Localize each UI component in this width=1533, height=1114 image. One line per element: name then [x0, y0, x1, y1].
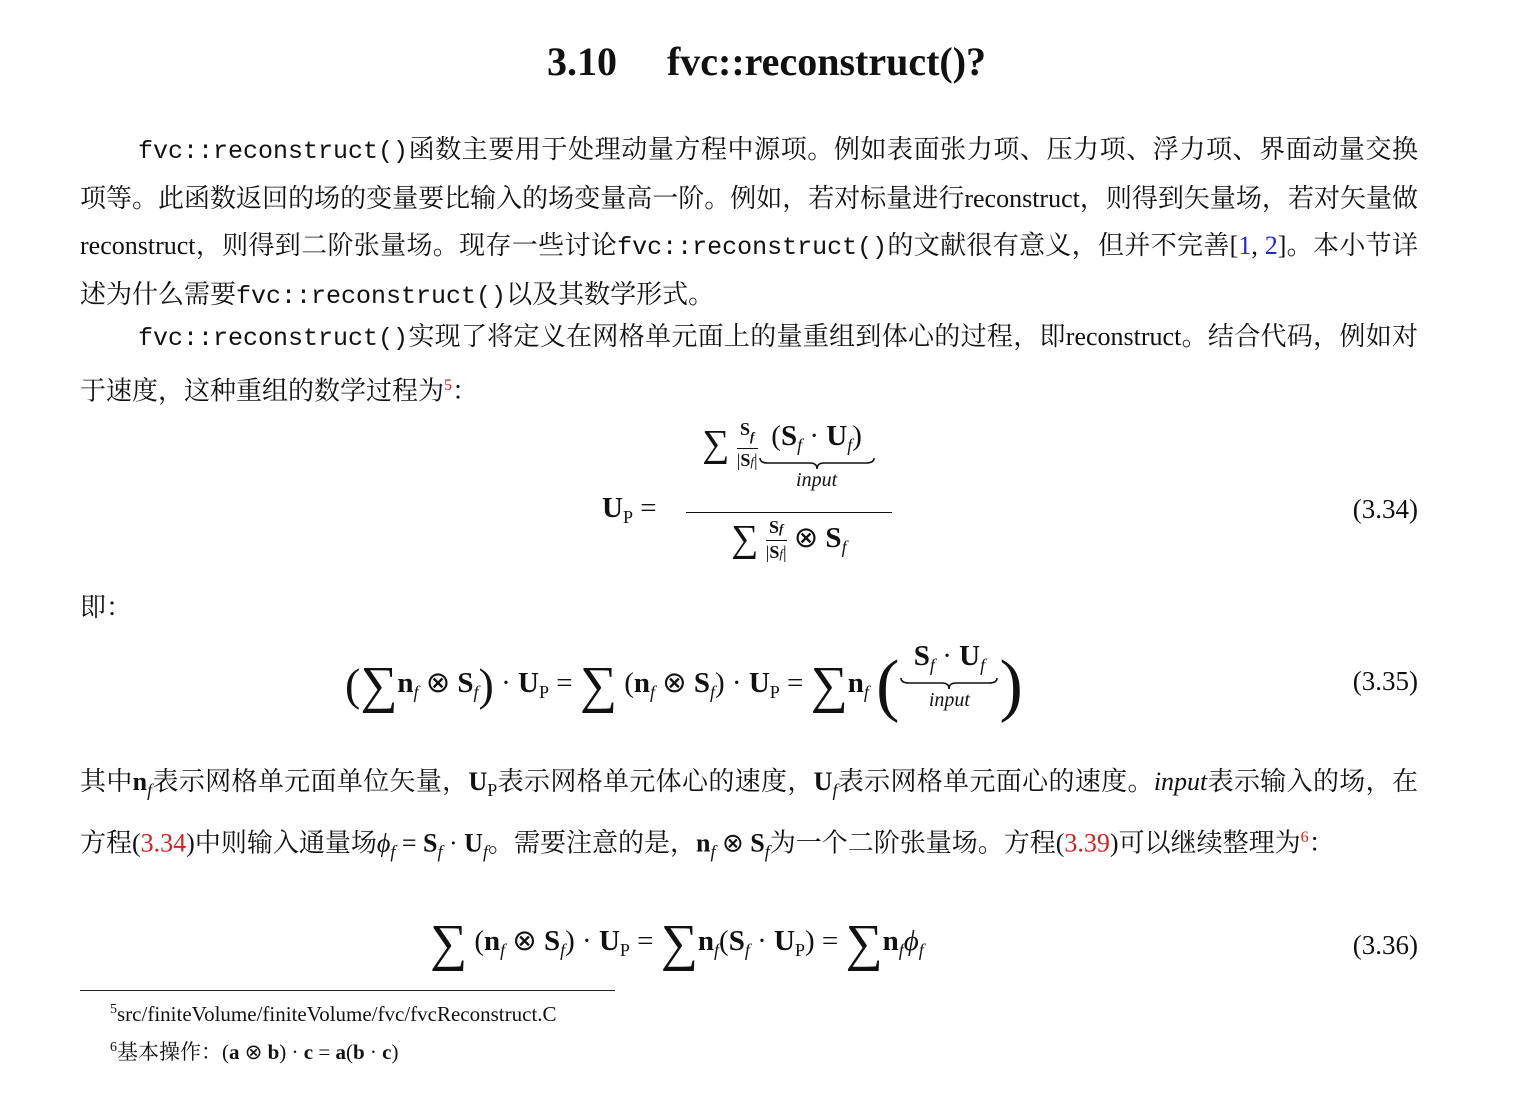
footnote-5 [110, 1002, 557, 1027]
inline-code: fvc::reconstruct() [236, 282, 507, 311]
paragraph-text: ： [1308, 828, 1335, 858]
section-number: 3.10 [546, 39, 617, 84]
paragraph-text: 表示网格单元面单位矢量， [152, 767, 469, 796]
footnote-marker[interactable]: 6 [1300, 829, 1309, 846]
paragraph-text: 实现了将定义在网格单元面上的量重组到体心的过程，即reconstruct。结合代码，例如对于速度，这种重组的数学过程为 [80, 322, 1418, 406]
footnote-6 [110, 1036, 398, 1066]
equation-3-35 [0, 620, 1533, 750]
equation-ref-link[interactable]: 3.34 [140, 828, 187, 858]
paragraph-1 [80, 126, 1418, 320]
equation-number: (3.34) [1352, 494, 1418, 524]
footnote-math: (a ⊗ b) · c = a(b · c) [222, 1040, 399, 1064]
footnote-text: 基本操作： [117, 1040, 222, 1064]
paragraph-text: ]。本小节详述为什么需要 [80, 231, 1418, 309]
equation-3-36 [0, 915, 1533, 978]
footnote-text: src/finiteVolume/finiteVolume/fvc/fvcReconstruct.C [117, 1002, 557, 1026]
paragraph-text: 的文献很有意义，但并不完善[ [887, 231, 1239, 260]
citation-link[interactable]: 1 [1238, 231, 1252, 260]
footnote-number: 5 [110, 1002, 117, 1017]
paragraph-text: , [1251, 231, 1265, 260]
paragraph-text: 表示网格单元面心的速度。 [837, 767, 1154, 796]
equation-number: (3.35) [1352, 666, 1418, 696]
inline-code: fvc::reconstruct() [617, 233, 888, 262]
equation-number: (3.36) [1352, 930, 1418, 960]
footnote-marker[interactable]: 5 [444, 377, 453, 394]
equation-body: ∑ ($n_f$ ⊗ $S_f) \cdot U_P = \sum n_f(S_f \cdot U_P) = \sum n_f\phi_f$ [430, 915, 924, 972]
citation-link[interactable]: 2 [1264, 231, 1278, 260]
equation-fraction [686, 420, 892, 563]
paragraph-text: ： [452, 376, 479, 406]
equation-3-34 [0, 420, 1533, 570]
equation-ref-link[interactable]: 3.39 [1064, 828, 1110, 858]
paragraph-text: )可以继续整理为 [1109, 828, 1301, 858]
footnote-number: 6 [110, 1040, 117, 1055]
section-heading [0, 38, 1533, 85]
paragraph-2 [80, 313, 1418, 415]
paragraph-text: 表示网格单元体心的速度， [497, 767, 814, 796]
equation-body: ($\sum n_f$ ⊗ $S_f) \cdot U_P$ = ∑ ($n_f$ ⊗ $S_f) \cdot U_P = \sum n_f$ ( $S_f \cdot U_f$ input ) [345, 640, 1023, 724]
paragraph-3: 其中$n_f$表示网格单元面单位矢量，$U_P$表示网格单元体心的速度，$U_f$表示网格单元面心的速度。input表示输入的场，在方程(3.34)中则输入通量场$\phi_f = S_f \cdot U_f$。需要注意的是，$n_f$ ⊗ $S_f$为一个二阶张量场。方程(3.39)可以继续整理为$^6$： [80, 767, 1418, 862]
paragraph-text: 函数主要用于处理动量方程中源项。例如表面张力项、压力项、浮力项、界面动量交换项等。此函数返回的场的变量要比输入的场变量高一阶。例如，若对标量进行reconstruct，则得到矢量场，若对矢量做reconstruct，则得到二阶张量场。现存一些讨论 [80, 135, 1418, 260]
inline-code: fvc::reconstruct() [138, 324, 409, 353]
equation-lhs: $U_P$ = [602, 492, 657, 527]
fraction-denominator: ∑ $\frac{Sf}{|Sf|}$ ⊗ $S_f$ [731, 516, 847, 562]
paragraph-text: )中则输入通量场 [186, 828, 377, 858]
fraction-numerator: ∑ $\frac{S_f}{|Sf|}$ $(S_f \cdot U_f)$ input [686, 420, 892, 512]
paragraph-text: 以及其数学形式。 [506, 280, 715, 309]
paragraph-text: 表示输入的场，在方程( [80, 767, 1418, 858]
connector-text: 即： [80, 593, 133, 622]
section-title: fvc::reconstruct()? [666, 39, 987, 84]
underbrace-label: input [928, 689, 970, 711]
inline-code: fvc::reconstruct() [138, 137, 409, 166]
underbrace-label: input [796, 469, 838, 491]
math-word: input [1153, 767, 1208, 796]
paragraph-text: 其中 [80, 767, 133, 796]
footnote-rule [80, 990, 615, 991]
paragraph-text: 为一个二阶张量场。方程( [769, 828, 1065, 858]
paragraph-text: 。需要注意的是， [487, 828, 696, 858]
